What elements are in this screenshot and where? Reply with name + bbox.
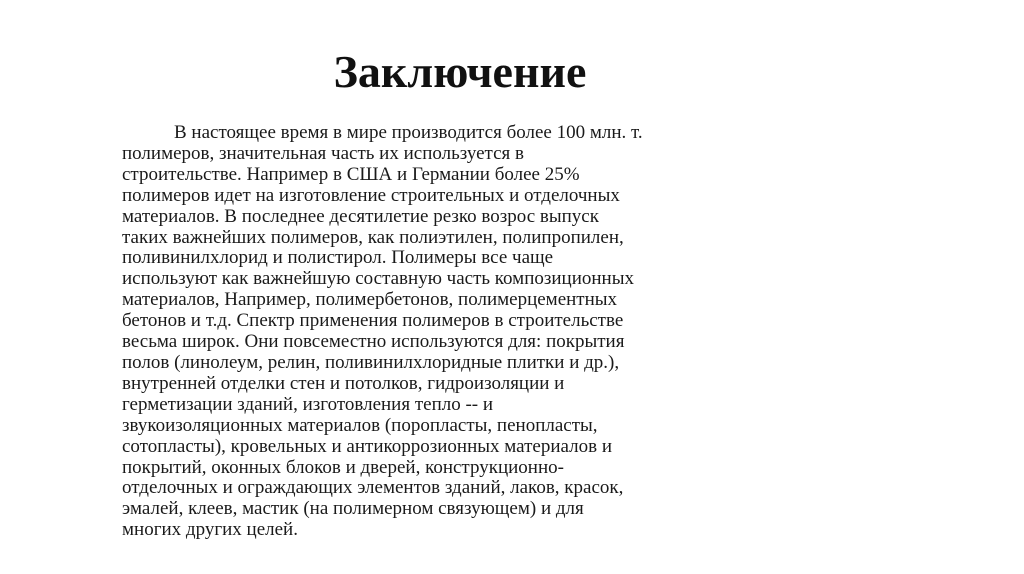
paragraph-line: используют как важнейшую составную часть композиционных [122, 268, 634, 290]
slide-title: Заключение [333, 46, 587, 97]
paragraph-line: полимеров, значительная часть их используется в [122, 142, 524, 164]
body-paragraph [122, 123, 742, 541]
paragraph-line: покрытий, оконных блоков и дверей, конструкционно- [122, 456, 564, 478]
paragraph-line: поливинилхлорид и полистирол. Полимеры все чаще [122, 247, 554, 269]
paragraph-line: звукоизоляционных материалов (поропласты, пенопласты, [122, 414, 598, 436]
paragraph-line: материалов. В последнее десятилетие резко возрос выпуск [122, 205, 599, 227]
paragraph-line: полимеров идет на изготовление строительных и отделочных [122, 184, 620, 206]
paragraph-line: строительстве. Например в США и Германии более 25% [122, 163, 580, 185]
paragraph-line: внутренней отделки стен и потолков, гидроизоляции и [122, 372, 565, 394]
paragraph-line: бетонов и т.д. Спектр применения полимеров в строительстве [122, 310, 624, 332]
paragraph-line: эмалей, клеев, мастик (на полимерном связующем) и для [122, 498, 584, 520]
paragraph-line: материалов, Например, полимербетонов, полимерцементных [122, 289, 618, 311]
paragraph-line: многих других целей. [122, 519, 298, 541]
paragraph-line: герметизации зданий, изготовления тепло -- и [122, 393, 494, 415]
paragraph-line: полов (линолеум, релин, поливинилхлоридные плитки и др.), [122, 351, 620, 373]
paragraph-line: отделочных и ограждающих элементов зданий, лаков, красок, [122, 477, 624, 499]
paragraph-line: сотопласты), кровельных и антикоррозионных материалов и [122, 435, 612, 457]
paragraph-line: В настоящее время в мире производится более 100 млн. т. [174, 122, 643, 143]
paragraph-line: таких важнейших полимеров, как полиэтилен, полипропилен, [122, 226, 624, 248]
paragraph-line: весьма широк. Они повсеместно используются для: покрытия [122, 331, 625, 353]
